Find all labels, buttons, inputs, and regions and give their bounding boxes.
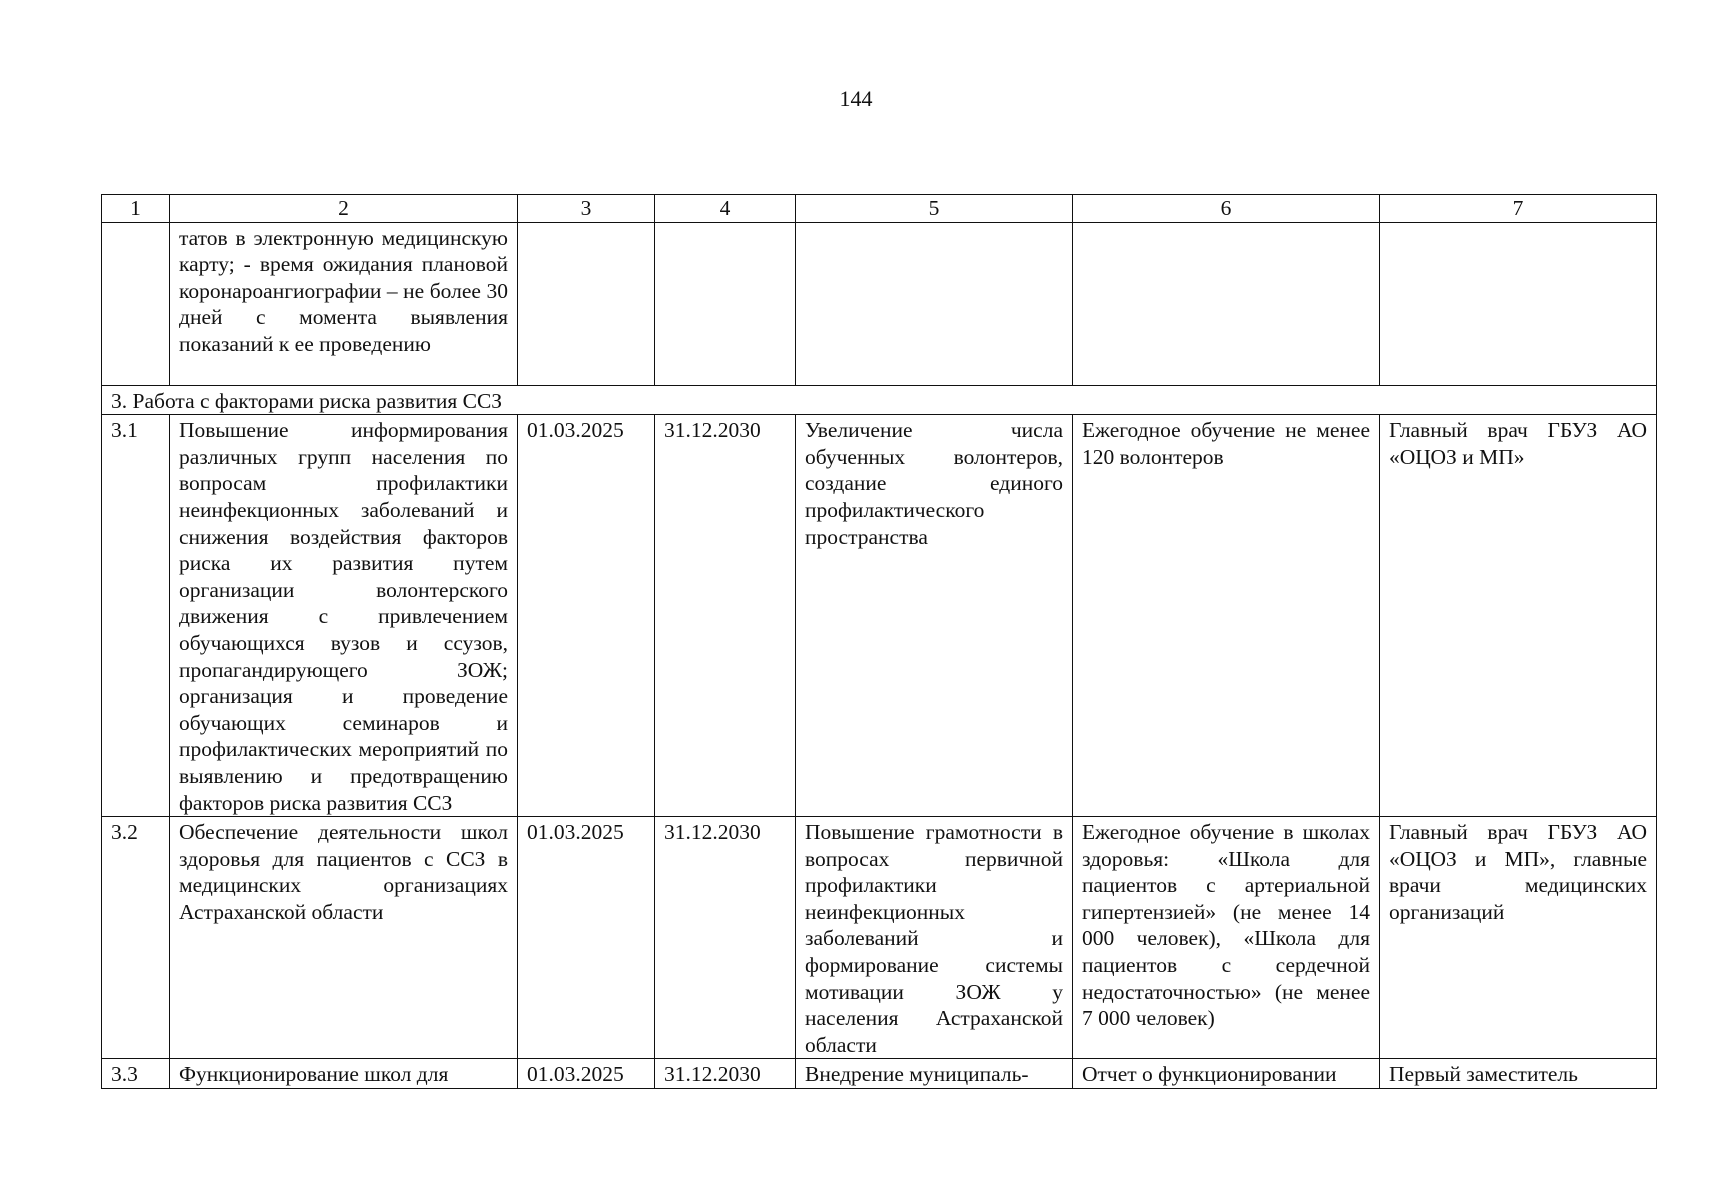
end-date-cell: 31.12.2030 [655, 415, 796, 817]
continuation-text: татов в электронную медицинскую карту; - время ожидания плановой коронароангиографии – не более 30 дней с момента выявления показаний к ее проведению [170, 222, 518, 385]
result-cell: Повышение грамотности в вопросах первичной профилактики неинфекционных заболеваний и формирование системы мотивации ЗОЖ у населения Астраханской области [796, 817, 1073, 1059]
end-date-cell: 31.12.2030 [655, 1059, 796, 1089]
activity-cell: Повышение информирования различных групп населения по вопросам профилактики неинфекционных заболеваний и снижения воздействия факторов риска их развития путем организации волонтерского движения с привлечением обучающихся вузов и ссузов, пропагандирующего ЗОЖ; организация и проведение обучающих семинаров и профилактических мероприятий по выявлению и предотвращению факторов риска развития ССЗ [170, 415, 518, 817]
table-cell [655, 222, 796, 385]
start-date-cell: 01.03.2025 [518, 1059, 655, 1089]
table-cell [1073, 222, 1380, 385]
table-row [102, 1059, 1657, 1089]
column-header: 1 [102, 195, 170, 223]
section-row [102, 385, 1657, 415]
activity-cell: Функционирование школ для [170, 1059, 518, 1089]
indicator-cell: Ежегодное обучение не менее 120 волонтеров [1073, 415, 1380, 817]
page-number: 144 [839, 86, 873, 111]
column-header: 7 [1380, 195, 1657, 223]
activity-cell: Обеспечение деятельности школ здоровья для пациентов с ССЗ в медицинских организациях Астраханской области [170, 817, 518, 1059]
start-date-cell: 01.03.2025 [518, 817, 655, 1059]
row-number: 3.2 [102, 817, 170, 1059]
header-row [102, 195, 1657, 223]
result-cell: Увеличение числа обученных волонтеров, создание единого профилактического пространства [796, 415, 1073, 817]
row-number: 3.1 [102, 415, 170, 817]
end-date-cell: 31.12.2030 [655, 817, 796, 1059]
indicator-cell: Ежегодное обучение в школах здоровья: «Школа для пациентов с артериальной гипертензией» (не менее 14 000 человек), «Школа для пациентов с сердечной недостаточностью» (не менее 7 000 человек) [1073, 817, 1380, 1059]
table-row [102, 222, 1657, 385]
responsible-cell: Главный врач ГБУЗ АО «ОЦОЗ и МП», главные врачи медицинских организаций [1380, 817, 1657, 1059]
column-header: 6 [1073, 195, 1380, 223]
column-header: 3 [518, 195, 655, 223]
table-cell [796, 222, 1073, 385]
responsible-cell: Главный врач ГБУЗ АО «ОЦОЗ и МП» [1380, 415, 1657, 817]
table-cell [1380, 222, 1657, 385]
column-header: 4 [655, 195, 796, 223]
column-header: 5 [796, 195, 1073, 223]
section-title: 3. Работа с факторами риска развития ССЗ [102, 385, 1657, 415]
result-cell: Внедрение муниципаль- [796, 1059, 1073, 1089]
table-row [102, 817, 1657, 1059]
table-row [102, 415, 1657, 817]
row-number: 3.3 [102, 1059, 170, 1089]
column-header: 2 [170, 195, 518, 223]
indicator-cell: Отчет о функционировании [1073, 1059, 1380, 1089]
responsible-cell: Первый заместитель [1380, 1059, 1657, 1089]
table-cell [518, 222, 655, 385]
table-cell [102, 222, 170, 385]
action-plan-table [101, 194, 1657, 1089]
start-date-cell: 01.03.2025 [518, 415, 655, 817]
